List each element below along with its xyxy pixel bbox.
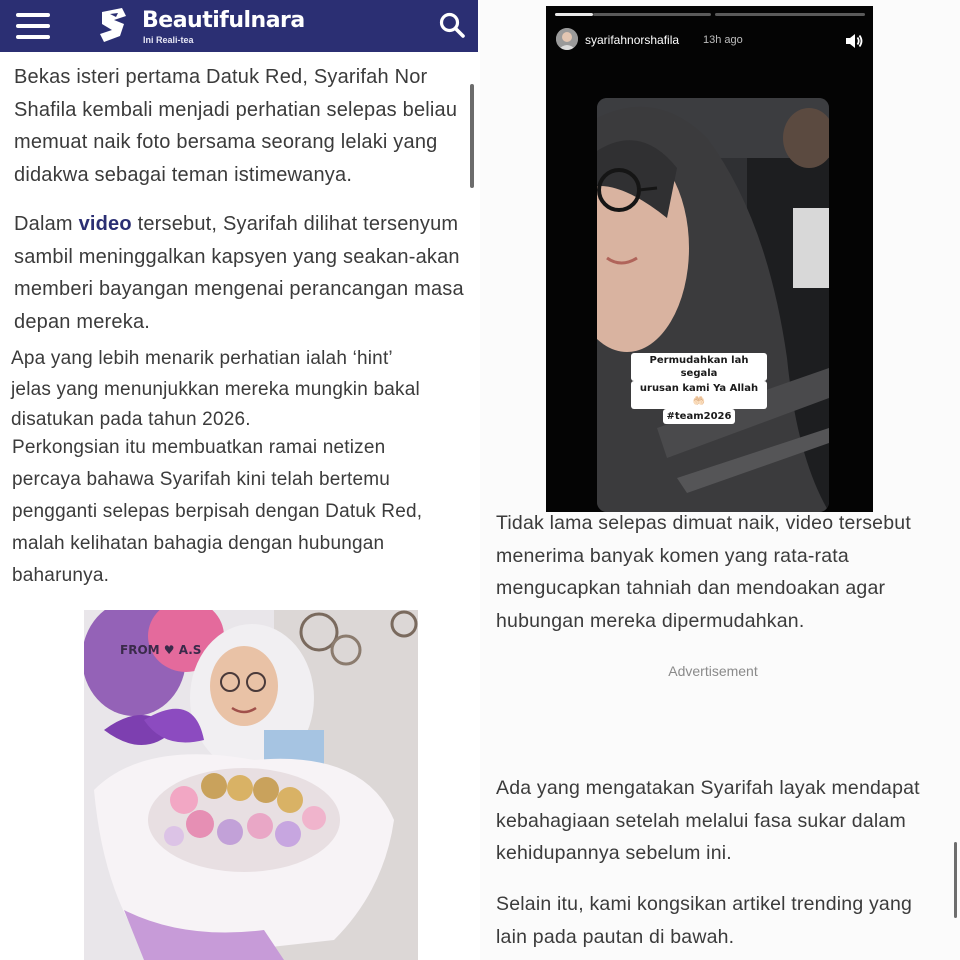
- right-screenshot: [480, 0, 960, 960]
- article-paragraph-5: Tidak lama selepas dimuat naik, video tersebut menerima banyak komen yang rata-rata mengucapkan tahniah dan mendoakan agar hubungan mereka dipermudahkan.: [496, 512, 911, 632]
- caption-line: Permudahkan lah segala: [631, 353, 767, 381]
- scrollbar-thumb[interactable]: [470, 84, 474, 188]
- avatar-image: [556, 28, 578, 50]
- caption-line: #team2026: [663, 409, 736, 424]
- story-progress-bar: [555, 13, 593, 16]
- paragraph-text: tersebut, Syarifah dilihat tersenyum sambil meninggalkan kapsyen yang seakan-akan memberi bayangan mengenai perancangan masa depan mereka.: [14, 213, 464, 333]
- caption-line: urusan kami Ya Allah🤲🏻: [631, 381, 767, 409]
- site-header: [0, 0, 478, 52]
- story-video[interactable]: [597, 98, 829, 512]
- left-screenshot: [0, 0, 478, 960]
- story-timestamp: 13h ago: [703, 34, 743, 46]
- scrollbar-thumb[interactable]: [954, 842, 957, 918]
- video-link[interactable]: video: [78, 213, 132, 235]
- search-icon[interactable]: [438, 11, 466, 39]
- story-username[interactable]: syarifahnorshafila: [585, 33, 680, 47]
- menu-icon[interactable]: [16, 13, 50, 39]
- bouquet-photo-illustration: [84, 610, 418, 960]
- article-paragraph-4: Perkongsian itu membuatkan ramai netizen percaya bahawa Syarifah kini telah bertemu pengganti selepas berpisah dengan Datuk Red, malah kelihatan bahagia dengan hubungan baharunya.: [12, 437, 423, 586]
- story-progress-bar: [593, 13, 711, 16]
- avatar[interactable]: [556, 28, 578, 50]
- video-frame-illustration: [597, 98, 829, 512]
- paragraph-text: Dalam: [14, 213, 79, 235]
- site-logo[interactable]: [96, 4, 326, 48]
- article-photo: [84, 610, 418, 960]
- advertisement-label: Advertisement: [668, 663, 758, 679]
- logo-mark-icon: [96, 6, 132, 46]
- instagram-story[interactable]: [546, 6, 873, 512]
- brand-tagline: Ini Reali-tea: [143, 35, 194, 45]
- article-paragraph-3: Apa yang lebih menarik perhatian ialah ‘hint’ jelas yang menunjukkan mereka mungkin bakal disatukan pada tahun 2026.: [11, 348, 420, 430]
- balloon-text: FROM ♥ A.S: [120, 643, 202, 657]
- story-caption: [631, 353, 767, 424]
- article-paragraph-6: Ada yang mengatakan Syarifah layak mendapat kebahagiaan setelah melalui fasa sukar dalam kehidupannya sebelum ini.: [496, 777, 920, 864]
- article-paragraph-7: Selain itu, kami kongsikan artikel trending yang lain pada pautan di bawah.: [496, 893, 913, 948]
- article-paragraph-2: [14, 208, 464, 338]
- article-paragraph-1: Bekas isteri pertama Datuk Red, Syarifah Nor Shafila kembali menjadi perhatian selepas beliau memuat naik foto bersama seorang lelaki yang didakwa sebagai teman istimewanya.: [14, 66, 458, 186]
- volume-icon[interactable]: [844, 32, 864, 50]
- brand-name: Beautifulnara: [142, 8, 305, 33]
- story-progress-bar: [715, 13, 865, 16]
